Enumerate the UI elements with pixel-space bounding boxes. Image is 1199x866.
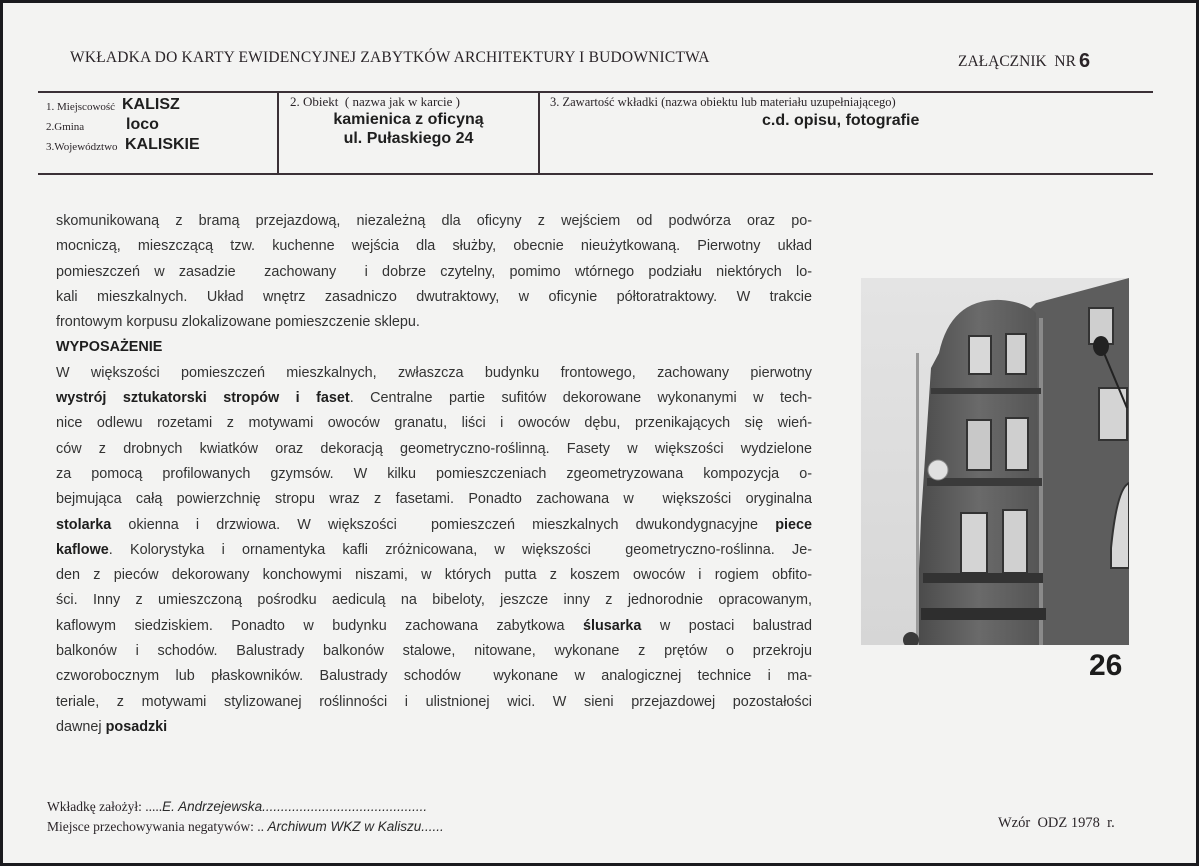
description-text-run: okienna i drzwiowa. W większości pomieszczeń mieszkalnych dwukondygnacyjne (111, 516, 776, 533)
description-line (56, 260, 812, 285)
gmina-value: loco (126, 116, 159, 133)
miejscowosc-label: 1. Miejscowość (46, 101, 116, 113)
photo-number: 26 (1089, 649, 1123, 682)
negatives-label: Miejsce przechowywania negatywów: .. (47, 819, 268, 834)
description-text-run: kaflowym siedziskiem. Ponadto w budynku zachowana zabytkowa (56, 617, 583, 634)
description-text-run: teriale, z motywami stylizowanej roślinności i ulistnionej wici. W sieni przejazdowej pozostałości (56, 693, 812, 710)
description-line (56, 639, 812, 664)
description-text (56, 209, 812, 740)
document-sheet (3, 3, 1196, 863)
annex-label: ZAŁĄCZNIK NR (958, 53, 1076, 70)
description-line (56, 310, 812, 335)
content-label: 3. Zawartość wkładki (nazwa obiektu lub materiału uzupełniającego) (550, 95, 896, 109)
object-address: ul. Pułaskiego 24 (343, 130, 474, 147)
description-text-run: za pomocą profilowanych gzymsów. W kilku pomieszczeniach zgeometryzowana kompozycja o- (56, 465, 812, 482)
content-cell (540, 93, 1152, 130)
annex-number (958, 49, 1090, 72)
negatives-value: Archiwum WKZ w Kaliszu (267, 819, 422, 834)
description-line (56, 614, 812, 639)
gmina-label: 2.Gmina (46, 121, 85, 133)
author-label: Wkładkę założył: ..... (47, 799, 163, 814)
negatives-dots: ...... (421, 819, 444, 834)
description-text-run: w postaci balustrad (641, 617, 812, 634)
description-line (56, 386, 812, 411)
description-text-run: balkonów i schodów. Balustrady balkonów stalowe, nitowane, wykonane z prętów o przekroju (56, 643, 812, 660)
wojewodztwo-label: 3.Województwo (46, 141, 118, 153)
description-line (56, 487, 812, 512)
description-text-run: den z pieców dekorowany konchowymi niszami, w których putta z koszem owoców i rogiem obfito- (56, 567, 812, 584)
description-text-run: dawnej (56, 718, 106, 735)
emphasized-term: ślusarka (582, 617, 642, 634)
content-value: c.d. opisu, fotografie (762, 112, 920, 129)
description-text-run: ści. Inny z umieszczoną pośrodku aediculą na bibeloty, jeszcze inny z jednorodnie opracowanym, (56, 592, 812, 609)
description-text-run: skomunikowaną z bramą przejazdową, niezależną dla oficyny z wejściem od podwórza oraz po- (56, 213, 812, 229)
description-line (56, 234, 812, 259)
description-line (56, 285, 812, 310)
emphasized-term: WYPOSAŻENIE (56, 339, 163, 356)
building-photo (861, 278, 1129, 645)
description-text-run: W większości pomieszczeń mieszkalnych, zwłaszcza budynku frontowego, zachowany pierwotny (56, 364, 812, 381)
description-line (56, 664, 812, 689)
author-value: E. Andrzejewska (162, 799, 263, 814)
wojewodztwo-value: KALISKIE (125, 136, 200, 153)
negatives-line (47, 819, 444, 835)
author-line (47, 799, 427, 815)
description-text-run: pomieszczeń w zasadzie zachowany i dobrze czytelny, pomimo wtórnego podziału niektórych lo- (56, 263, 812, 280)
emphasized-term: piece (775, 516, 812, 533)
annex-number-value: 6 (1078, 50, 1091, 72)
description-text-run: bejmująca całą powierzchnię stropu wraz z fasetami. Ponadto zachowana w większości oryginalna (56, 491, 812, 508)
description-line (56, 690, 812, 715)
object-cell (279, 93, 538, 148)
miejscowosc-value: KALISZ (122, 96, 180, 113)
object-label: 2. Obiekt ( nazwa jak w karcie ) (290, 94, 461, 109)
description-line (56, 563, 812, 588)
description-text-run: nice odlewu rozetami z motywami owoców granatu, liści i owoców dębu, przenikających się wień- (56, 415, 812, 432)
description-text-run: . Kolorystyka i ornamentyka kafli zróżnicowana, w większości geometryczno-roślinna. Je- (108, 541, 812, 558)
building-photo-image (861, 278, 1129, 645)
emphasized-term: kaflowe (56, 541, 109, 558)
description-line (56, 411, 812, 436)
description-text-run: frontowym korpusu zlokalizowane pomieszczenie sklepu. (56, 314, 420, 331)
description-line (56, 588, 812, 613)
description-line (56, 209, 812, 234)
description-line (56, 437, 812, 462)
object-name: kamienica z oficyną (333, 111, 484, 128)
form-title: WKŁADKA DO KARTY EWIDENCYJNEJ ZABYTKÓW ARCHITEKTURY I BUDOWNICTWA (70, 49, 710, 66)
description-line (56, 462, 812, 487)
emphasized-term: posadzki (105, 718, 168, 735)
description-line (56, 715, 812, 740)
description-text-run: kali mieszkalnych. Układ wnętrz zasadniczo dwutraktowy, w oficynie półtoratraktowy. W trakcie (56, 288, 812, 305)
emphasized-term: wystrój sztukatorski stropów i faset (56, 390, 350, 407)
author-dots: ............................................ (262, 799, 428, 814)
description-text-run: . Centralne partie sufitów dekorowane wykonanymi w tech- (349, 390, 813, 407)
description-text-run: ców z drobnych kwiatków oraz dekoracją geometryczno-roślinną. Fasety w większości wydzielone (56, 440, 812, 457)
description-line (56, 513, 812, 538)
description-line (56, 538, 812, 563)
description-text-run: czworobocznym lub płaskowników. Balustrady schodów wykonane w analogicznej technice i ma- (56, 668, 812, 685)
description-text-run: mocniczą, mieszczącą tzw. kuchenne wejścia dla służby, obecnie nieużytkowaną. Pierwotny układ (56, 238, 812, 255)
description-line (56, 361, 812, 386)
description-line (56, 335, 812, 360)
emphasized-term: stolarka (56, 516, 112, 533)
info-bottom-border (38, 173, 1153, 175)
template-label: Wzór ODZ 1978 r. (998, 815, 1115, 831)
